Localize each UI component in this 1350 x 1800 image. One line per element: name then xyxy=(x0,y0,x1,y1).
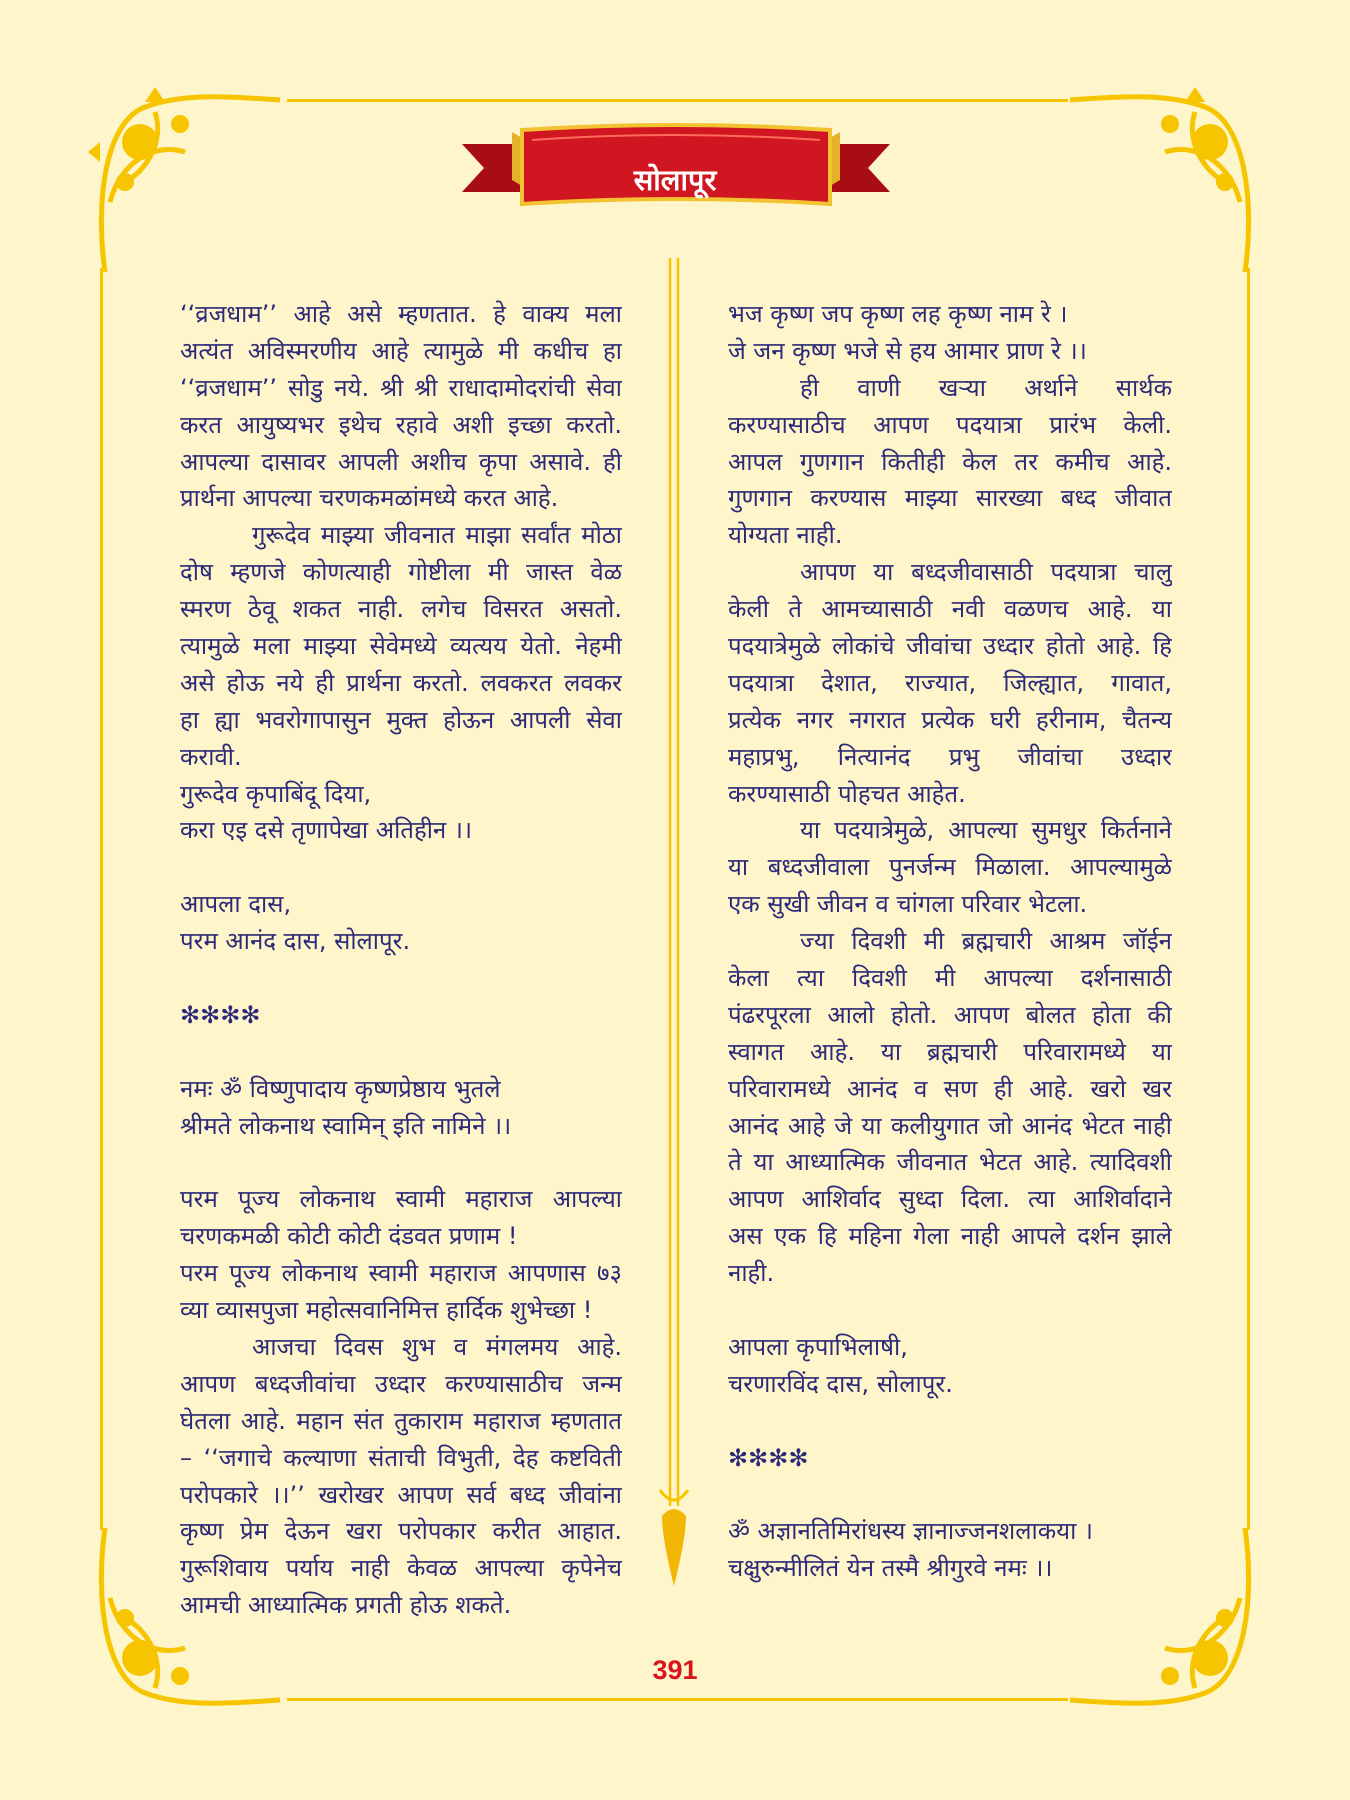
paragraph xyxy=(728,812,1172,923)
text-line: करत आयुष्यभर इथेच रहावे अशी इच्छा करतो. xyxy=(180,410,622,439)
text-line: गुणगान करण्यास माझ्या सारख्या बध्द जीवात xyxy=(728,484,1172,513)
text-line: अत्यंत अविस्मरणीय आहे त्यामुळे मी कधीच हा xyxy=(180,336,622,365)
text-line: परम पूज्य लोकनाथ स्वामी महाराज आपल्या xyxy=(180,1185,622,1214)
text-line: – ‘‘जगाचे कल्याणा संताची विभुती, देह कष्टविती xyxy=(180,1443,622,1472)
text-line: श्रीमते लोकनाथ स्वामिन् इति नामिने ।। xyxy=(180,1111,512,1140)
text-line: जे जन कृष्ण भजे से हय आमार प्राण रे ।। xyxy=(728,336,1087,365)
paragraph xyxy=(180,886,622,960)
text-line: नाही. xyxy=(728,1259,775,1288)
text-line: आपल गुणगान कितीही केल तर कमीच आहे. xyxy=(728,447,1172,476)
frame-top-line xyxy=(287,99,1068,102)
text-line: ✻✻✻✻ xyxy=(728,1443,809,1472)
text-line: गुरूदेव कृपाबिंदू दिया, xyxy=(180,779,372,808)
text-line: गुरूशिवाय पर्याय नाही केवळ आपल्या कृपेनेच xyxy=(180,1554,622,1583)
blank-line xyxy=(180,1144,622,1181)
text-line: गुरूदेव माझ्या जीवनात माझा सर्वांत मोठा xyxy=(252,521,622,550)
paragraph xyxy=(728,1440,1172,1477)
text-line: या बध्दजीवाला पुनर्जन्म मिळाला. आपल्यामुळे xyxy=(728,853,1172,882)
blank-line xyxy=(728,1292,1172,1329)
blank-line xyxy=(728,1403,1172,1440)
text-line: आपण आशिर्वाद सुध्दा दिला. त्या आशिर्वादाने xyxy=(728,1185,1172,1214)
text-line: घेतला आहे. महान संत तुकाराम महाराज म्हणतात xyxy=(180,1406,622,1435)
text-line: ‘‘व्रजधाम’’ सोडु नये. श्री श्री राधादामोदरांची सेवा xyxy=(180,373,622,402)
text-line: या पदयात्रेमुळे, आपल्या सुमधुर किर्तनाने xyxy=(800,816,1172,845)
text-line: दोष म्हणजे कोणत्याही गोष्टीला मी जास्त वेळ xyxy=(180,558,622,587)
left-column xyxy=(180,296,622,1624)
text-line: प्रार्थना आपल्या चरणकमळांमध्ये करत आहे. xyxy=(180,484,559,513)
text-line: ज्या दिवशी मी ब्रह्मचारी आश्रम जॉईन xyxy=(800,927,1172,956)
text-line: नमः ॐ विष्णुपादाय कृष्णप्रेष्ठाय भुतले xyxy=(180,1074,501,1103)
text-line: करण्यासाठी पोहचत आहेत. xyxy=(728,779,966,808)
text-line: ते या आध्यात्मिक जीवनात भेटत आहे. त्यादिवशी xyxy=(728,1148,1172,1177)
text-line: अस एक हि महिना गेला नाही आपले दर्शन झाले xyxy=(728,1222,1172,1251)
page-title: सोलापूर xyxy=(633,163,717,197)
text-line: चक्षुरुन्मीलितं येन तस्मै श्रीगुरवे नमः ।। xyxy=(728,1554,1053,1583)
text-line: पदयात्रेमुळे लोकांचे जीवांचा उध्दार होतो आहे. हि xyxy=(728,632,1172,661)
paragraph xyxy=(180,296,622,517)
paragraph xyxy=(728,1329,1172,1403)
text-line: परिवारामध्ये आनंद व सण ही आहे. खरो खर xyxy=(728,1074,1172,1103)
text-line: ✻✻✻✻ xyxy=(180,1000,261,1029)
text-line: करण्यासाठीच आपण पदयात्रा प्रारंभ केली. xyxy=(728,410,1172,439)
right-column xyxy=(728,296,1172,1587)
text-line: करावी. xyxy=(180,742,242,771)
text-line: असे होऊ नये ही प्रार्थना करतो. लवकरत लवकर xyxy=(180,668,622,697)
paragraph xyxy=(728,923,1172,1292)
text-line: व्या व्यासपुजा महोत्सवानिमित्त हार्दिक शुभेच्छा ! xyxy=(180,1296,593,1325)
paragraph xyxy=(180,776,622,850)
text-line: एक सुखी जीवन व चांगला परिवार भेटला. xyxy=(728,890,1088,919)
paragraph xyxy=(180,1071,622,1145)
page-number: 391 xyxy=(652,1655,698,1685)
text-line: स्मरण ठेवू शकत नाही. लगेच विसरत असतो. xyxy=(180,595,622,624)
text-line: आमची आध्यात्मिक प्रगती होऊ शकते. xyxy=(180,1591,512,1620)
text-line: योग्यता नाही. xyxy=(728,521,843,550)
text-line: कृष्ण प्रेम देऊन खरा परोपकार करीत आहात. xyxy=(180,1517,622,1546)
frame-left-line xyxy=(100,268,103,1530)
corner-ornament-top-right xyxy=(1065,82,1265,282)
text-line: आनंद आहे जे या कलीयुगात जो आनंद भेटत नाही xyxy=(728,1111,1172,1140)
text-line: केला त्या दिवशी मी आपल्या दर्शनासाठी xyxy=(728,964,1172,993)
text-line: आपण बध्दजीवांचा उध्दार करण्यासाठीच जन्म xyxy=(180,1369,622,1398)
text-line: आपला दास, xyxy=(180,890,292,919)
text-line: परोपकारे ।।’’ खरोखर आपण सर्व बध्द जीवांना xyxy=(180,1480,622,1509)
paragraph xyxy=(180,1329,622,1624)
text-line: ॐ अज्ञानतिमिरांधस्य ज्ञानाज्जनशलाकया । xyxy=(728,1517,1094,1546)
text-line: हा ह्या भवरोगापासुन मुक्त होऊन आपली सेवा xyxy=(180,705,622,734)
column-divider xyxy=(660,258,688,1508)
paragraph xyxy=(728,296,1172,370)
text-line: परम आनंद दास, सोलापूर. xyxy=(180,927,411,956)
paragraph xyxy=(180,997,622,1034)
text-line: भज कृष्ण जप कृष्ण लह कृष्ण नाम रे । xyxy=(728,300,1068,328)
text-line: चरणारविंद दास, सोलापूर. xyxy=(728,1369,953,1398)
text-line: केली ते आमच्यासाठी नवी वळणच आहे. या xyxy=(728,595,1172,624)
text-line: परम पूज्य लोकनाथ स्वामी महाराज आपणास ७३ xyxy=(180,1259,622,1288)
blank-line xyxy=(728,1477,1172,1514)
text-line: आपल्या दासावर आपली अशीच कृपा असावे. ही xyxy=(180,447,622,476)
text-line: ‘‘व्रजधाम’’ आहे असे म्हणतात. हे वाक्य मला xyxy=(180,300,622,328)
text-line: स्वागत आहे. या ब्रह्मचारी परिवारामध्ये या xyxy=(728,1037,1172,1066)
blank-line xyxy=(180,960,622,997)
paragraph xyxy=(180,1181,622,1255)
text-line: पंढरपूरला आलो होतो. आपण बोलत होता की xyxy=(728,1000,1172,1029)
text-line: आपला कृपाभिलाषी, xyxy=(728,1332,908,1361)
text-line: करा एइ दसे तृणापेखा अतिहीन ।। xyxy=(180,816,473,845)
text-line: महाप्रभु, नित्यानंद प्रभु जीवांचा उध्दार xyxy=(728,742,1172,771)
blank-line xyxy=(180,849,622,886)
text-line: त्यामुळे मला माझ्या सेवेमध्ये व्यत्यय येतो. नेहमी xyxy=(180,632,622,661)
text-line: चरणकमळी कोटी कोटी दंडवत प्रणाम ! xyxy=(180,1222,518,1251)
paragraph xyxy=(728,370,1172,554)
paragraph xyxy=(728,1513,1172,1587)
paragraph xyxy=(180,1255,622,1329)
text-line: आजचा दिवस शुभ व मंगलमय आहे. xyxy=(252,1332,622,1361)
text-line: ही वाणी खऱ्या अर्थाने सार्थक xyxy=(800,373,1172,402)
text-line: आपण या बध्दजीवासाठी पदयात्रा चालु xyxy=(800,558,1172,587)
paragraph xyxy=(728,554,1172,812)
text-line: प्रत्येक नगर नगरात प्रत्येक घरी हरीनाम, चैतन्य xyxy=(728,705,1172,734)
corner-ornament-top-left xyxy=(85,82,285,282)
frame-right-line xyxy=(1247,268,1250,1530)
divider-drop-ornament xyxy=(656,1488,692,1588)
text-line: पदयात्रा देशात, राज्यात, जिल्ह्यात, गावात, xyxy=(728,668,1172,697)
paragraph xyxy=(180,517,622,775)
blank-line xyxy=(180,1034,622,1071)
frame-bottom-line xyxy=(287,1698,1068,1701)
